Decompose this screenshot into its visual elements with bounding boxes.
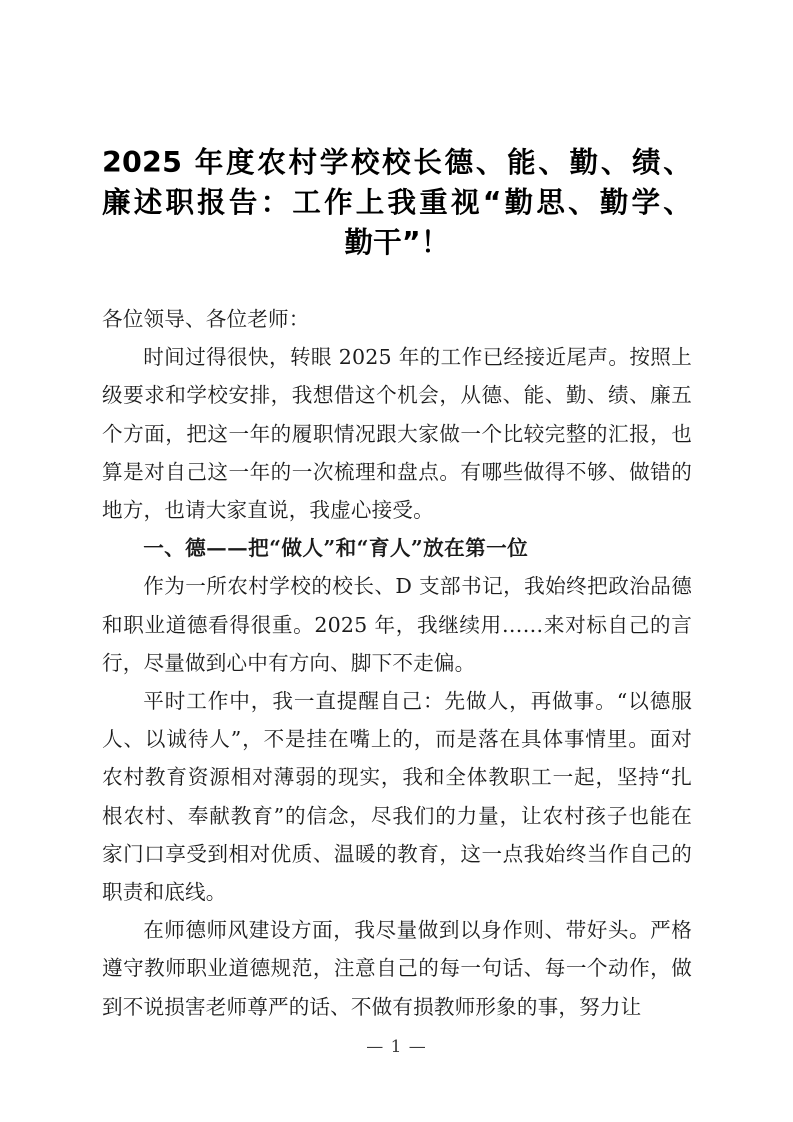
page-footer [0,1035,793,1059]
paragraph-3: 平时工作中，我一直提醒自己：先做人，再做事。“以德服人、以诚待人”，不是挂在嘴上的，而是落在具体事情里。面对农村教育资源相对薄弱的现实，我和全体教职工一起，坚持“扎根农村、奉献教育”的信念，尽我们的力量，让农村孩子也能在家门口享受到相对优质、温暖的教育，这一点我始终当作自己的职责和底线。 [102,689,692,905]
paragraph-4: 在师德师风建设方面，我尽量做到以身作则、带好头。严格遵守教师职业道德规范，注意自己的每一句话、每一个动作，做到不说损害老师尊严的话、不做有损教师形象的事，努力让 [102,918,692,1019]
paragraph-1: 时间过得很快，转眼 2025 年的工作已经接近尾声。按照上级要求和学校安排，我想借这个机会，从德、能、勤、绩、廉五个方面，把这一年的履职情况跟大家做一个比较完整的汇报，也算是对自己这一年的一次梳理和盘点。有哪些做得不够、做错的地方，也请大家直说，我虚心接受。 [102,345,692,523]
salutation: 各位领导、各位老师： [102,307,310,331]
page-number: — 1 — [366,1037,427,1057]
paragraph-2: 作为一所农村学校的校长、D 支部书记，我始终把政治品德和职业道德看得很重。2025 年，我继续用……来对标自己的言行，尽量做到心中有方向、脚下不走偏。 [102,574,692,675]
section-heading-de: 一、德——把“做人”和“育人”放在第一位 [143,536,529,561]
title-line-2: 廉述职报告：工作上我重视“勤思、勤学、 [102,186,692,219]
title-line-1: 2025 年度农村学校校长德、能、勤、绩、 [102,146,692,179]
page-title [102,143,692,263]
title-line-3: 勤干”！ [344,226,450,259]
document-body [102,300,692,1026]
